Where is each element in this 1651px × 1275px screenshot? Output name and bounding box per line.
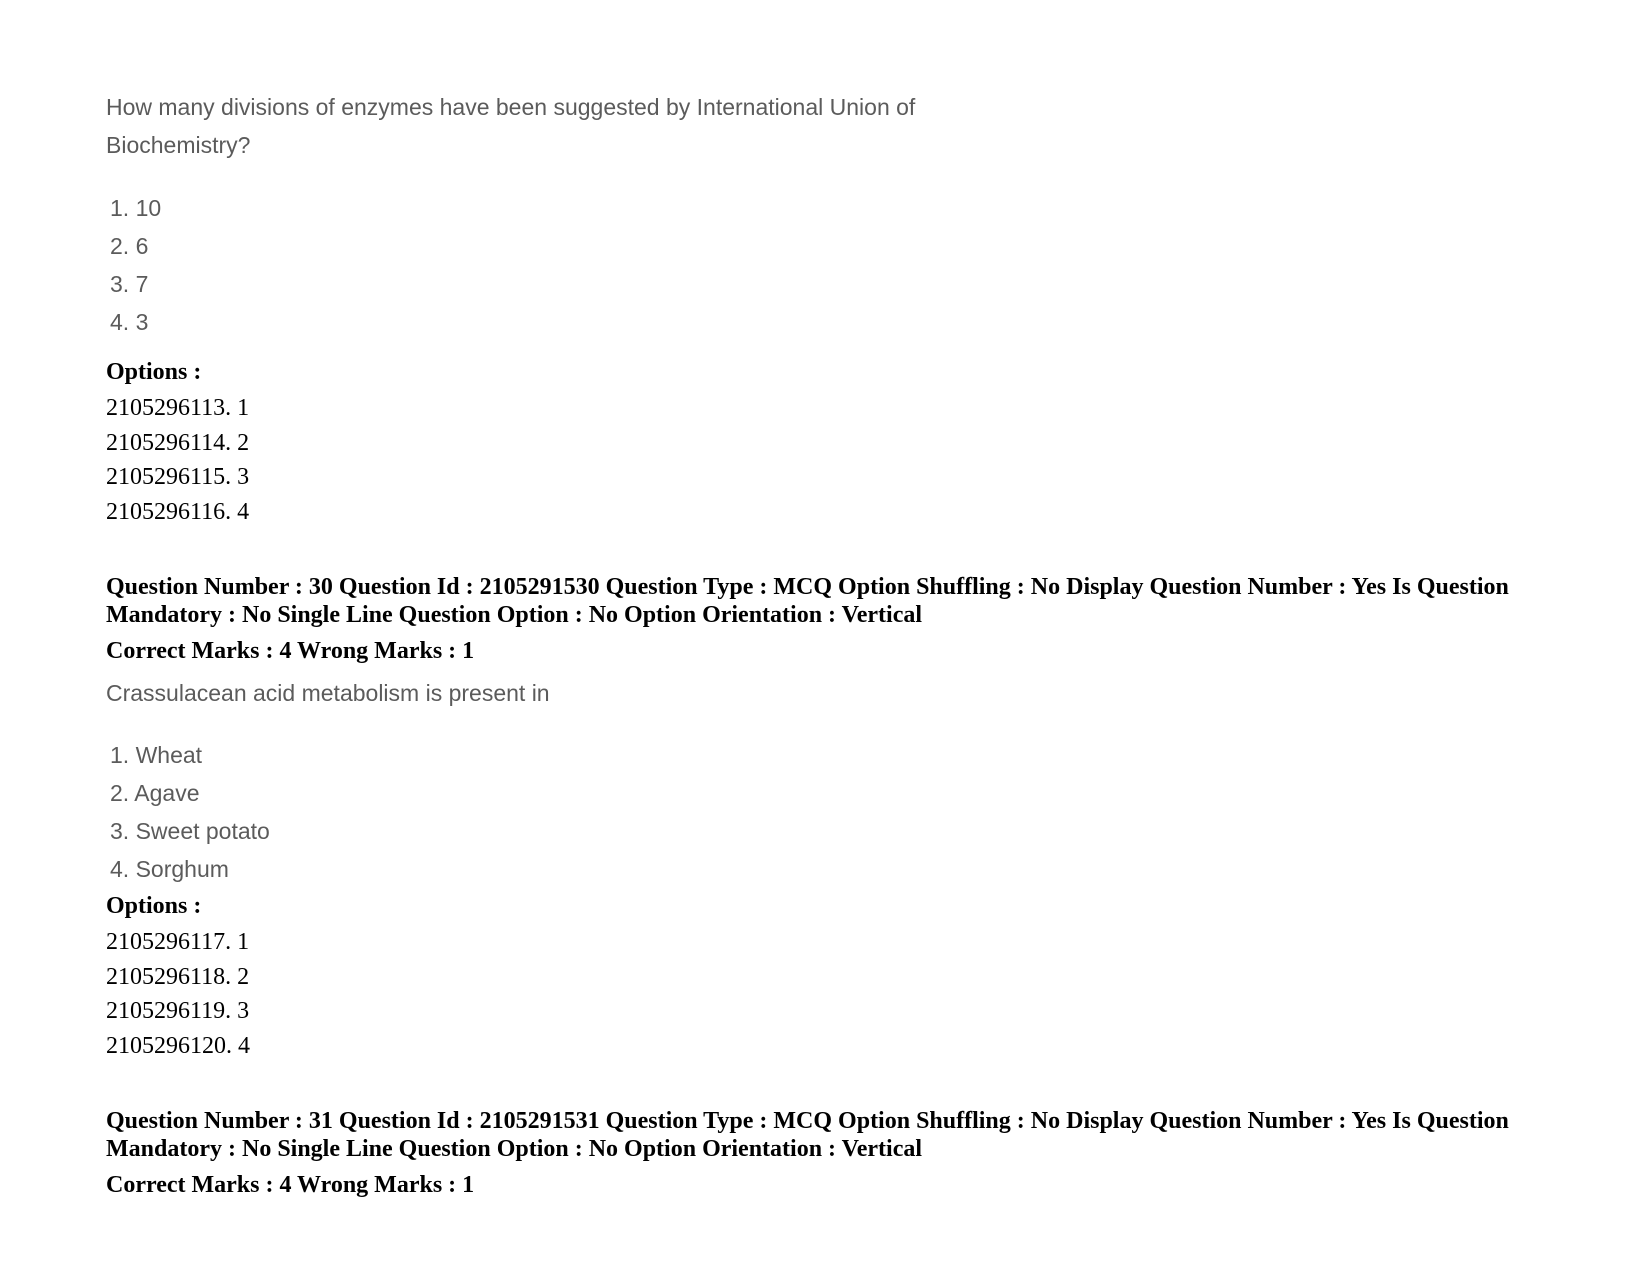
question-29-text: How many divisions of enzymes have been suggested by International Union of Biochemistry? <box>106 94 916 158</box>
options-label: Options : <box>106 893 202 919</box>
option-id-item: 2105296116. 4 <box>106 498 250 525</box>
option-id-item: 2105296118. 2 <box>106 963 250 990</box>
option-id-item: 2105296113. 1 <box>106 395 250 421</box>
question-30-meta: Question Number : 30 Question Id : 2105291530 Question Type : MCQ Option Shuffling : No Display Question Number : Yes Is Question Mandatory : No Single Line Question Option : No Option Orientation : Vertical <box>106 574 1509 628</box>
option-id-item: 2105296119. 3 <box>106 998 250 1024</box>
question-30-marks: Correct Marks : 4 Wrong Marks : 1 <box>106 638 475 664</box>
option-id-item: 2105296114. 2 <box>106 429 250 456</box>
option-id-item: 2105296117. 1 <box>106 929 250 955</box>
choice-item: 1. 10 <box>110 195 162 221</box>
choice-item: 3. Sweet potato <box>110 818 270 844</box>
question-31-meta: Question Number : 31 Question Id : 2105291531 Question Type : MCQ Option Shuffling : No Display Question Number : Yes Is Question Mandatory : No Single Line Question Option : No Option Orientation : Vertical <box>106 1108 1509 1162</box>
choice-item: 3. 7 <box>110 271 149 297</box>
choice-item: 4. Sorghum <box>110 856 229 882</box>
question-29-choices <box>110 189 161 341</box>
question-30-choices <box>110 736 270 888</box>
choice-item: 4. 3 <box>110 309 149 335</box>
question-30-text: Crassulacean acid metabolism is present in <box>106 680 550 706</box>
option-id-item: 2105296120. 4 <box>106 1032 250 1059</box>
question-29-option-ids <box>106 391 249 529</box>
question-30-option-ids <box>106 925 250 1063</box>
option-id-item: 2105296115. 3 <box>106 464 250 490</box>
choice-item: 2. 6 <box>110 233 149 259</box>
question-31-marks: Correct Marks : 4 Wrong Marks : 1 <box>106 1172 475 1198</box>
choice-item: 1. Wheat <box>110 742 203 768</box>
options-label: Options : <box>106 359 202 385</box>
choice-item: 2. Agave <box>110 780 200 806</box>
